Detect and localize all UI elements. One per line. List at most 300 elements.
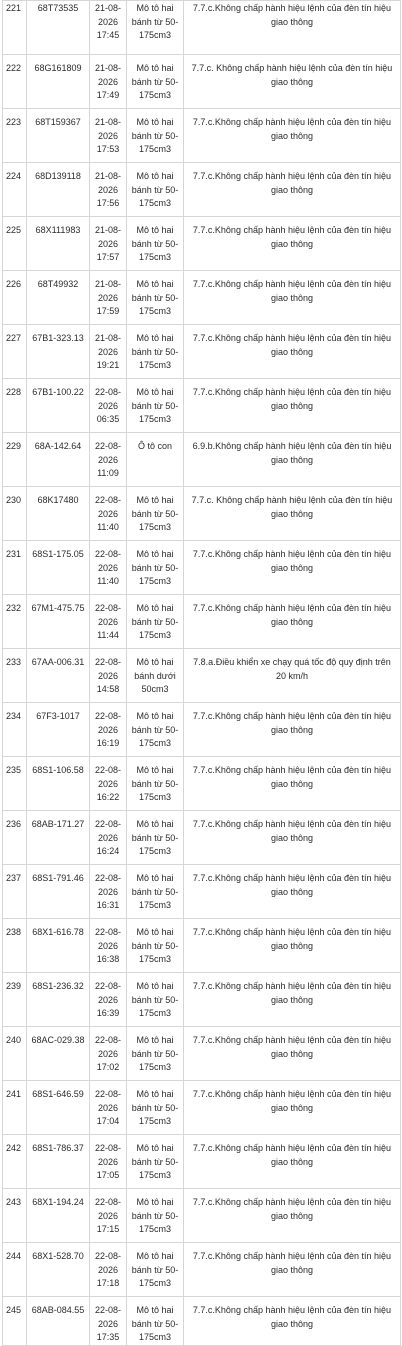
violation-date: 22-08-2026 (94, 1143, 121, 1167)
row-number: 245 (6, 1305, 22, 1315)
violation-datetime-cell (90, 541, 127, 595)
table-row (3, 379, 401, 433)
violation-date: 22-08-2026 (94, 819, 121, 843)
violation-description: 7.7.c.Không chấp hành hiệu lệnh của đèn tín hiệu giao thông (192, 171, 392, 195)
table-row (3, 325, 401, 379)
row-number: 244 (6, 1251, 22, 1261)
table-row (3, 757, 401, 811)
violation-time: 19:21 (96, 360, 120, 370)
table-row (3, 541, 401, 595)
license-plate: 68AC-029.38 (31, 1035, 85, 1045)
violation-time: 17:35 (96, 1332, 120, 1342)
violation-datetime-cell (90, 703, 127, 757)
violation-description: 7.7.c.Không chấp hành hiệu lệnh của đèn tín hiệu giao thông (192, 1143, 392, 1167)
violations-table (2, 0, 401, 1346)
table-row (3, 1, 401, 55)
vehicle-type: Mô tô hai bánh từ 50-175cm3 (131, 819, 179, 856)
violation-description: 7.7.c.Không chấp hành hiệu lệnh của đèn tín hiệu giao thông (192, 927, 392, 951)
violation-date: 22-08-2026 (94, 765, 121, 789)
violation-time: 11:09 (97, 468, 119, 478)
license-plate-cell (27, 1135, 90, 1189)
violation-datetime-cell (90, 811, 127, 865)
license-plate: 68S1-236.32 (32, 981, 84, 991)
table-row (3, 595, 401, 649)
license-plate-cell (27, 703, 90, 757)
violation-date: 22-08-2026 (94, 549, 121, 573)
row-number-cell (3, 1027, 27, 1081)
violation-date: 21-08-2026 (94, 117, 121, 141)
violation-description-cell (184, 163, 401, 217)
license-plate-cell (27, 379, 90, 433)
license-plate: 68X1-528.70 (32, 1251, 84, 1261)
violation-description-cell (184, 919, 401, 973)
vehicle-type: Ô tô con (137, 441, 173, 451)
vehicle-type: Mô tô hai bánh từ 50-175cm3 (131, 1035, 179, 1072)
row-number-cell (3, 595, 27, 649)
violation-date: 22-08-2026 (94, 603, 121, 627)
vehicle-type-cell (127, 325, 184, 379)
license-plate: 68S1-791.46 (32, 873, 84, 883)
violation-time: 06:35 (96, 414, 120, 424)
vehicle-type-cell (127, 757, 184, 811)
vehicle-type-cell (127, 919, 184, 973)
vehicle-type: Mô tô hai bánh từ 50-175cm3 (131, 3, 179, 40)
row-number: 235 (6, 765, 22, 775)
vehicle-type-cell (127, 811, 184, 865)
vehicle-type: Mô tô hai bánh từ 50-175cm3 (131, 279, 179, 316)
license-plate: 68A-142.64 (34, 441, 82, 451)
violation-date: 22-08-2026 (94, 387, 121, 411)
violation-description-cell (184, 1189, 401, 1243)
violation-datetime-cell (90, 217, 127, 271)
violation-description-cell (184, 55, 401, 109)
vehicle-type: Mô tô hai bánh từ 50-175cm3 (131, 495, 179, 532)
vehicle-type-cell (127, 1, 184, 55)
violation-datetime-cell (90, 487, 127, 541)
license-plate: 68S1-175.05 (32, 549, 84, 559)
vehicle-type: Mô tô hai bánh từ 50-175cm3 (131, 927, 179, 964)
license-plate: 67M1-475.75 (31, 603, 85, 613)
vehicle-type-cell (127, 865, 184, 919)
violation-time: 17:02 (96, 1062, 120, 1072)
table-row (3, 487, 401, 541)
row-number: 242 (6, 1143, 22, 1153)
violation-description: 7.7.c.Không chấp hành hiệu lệnh của đèn tín hiệu giao thông (192, 873, 392, 897)
row-number-cell (3, 1081, 27, 1135)
violation-time: 17:05 (96, 1170, 120, 1180)
license-plate-cell (27, 1297, 90, 1346)
vehicle-type: Mô tô hai bánh từ 50-175cm3 (131, 711, 179, 748)
violation-time: 17:49 (96, 90, 120, 100)
violation-description-cell (184, 433, 401, 487)
license-plate-cell (27, 973, 90, 1027)
violation-date: 21-08-2026 (94, 279, 121, 303)
license-plate: 68X111983 (35, 225, 81, 235)
violation-description-cell (184, 973, 401, 1027)
table-row (3, 163, 401, 217)
violation-datetime-cell (90, 1081, 127, 1135)
violations-table-body (3, 1, 401, 1346)
vehicle-type-cell (127, 595, 184, 649)
license-plate: 68AB-084.55 (31, 1305, 85, 1315)
violation-description-cell (184, 1297, 401, 1346)
violation-description-cell (184, 109, 401, 163)
violation-time: 17:04 (96, 1116, 120, 1126)
violation-description: 7.7.c.Không chấp hành hiệu lệnh của đèn tín hiệu giao thông (192, 1305, 392, 1329)
violation-time: 16:24 (96, 846, 120, 856)
row-number-cell (3, 325, 27, 379)
license-plate-cell (27, 271, 90, 325)
violation-description-cell (184, 217, 401, 271)
row-number: 239 (6, 981, 22, 991)
violation-datetime-cell (90, 919, 127, 973)
violation-time: 11:40 (97, 576, 119, 586)
row-number: 232 (6, 603, 22, 613)
violation-description-cell (184, 379, 401, 433)
violation-date: 22-08-2026 (94, 927, 121, 951)
license-plate-cell (27, 919, 90, 973)
violation-date: 22-08-2026 (94, 1251, 121, 1275)
table-row (3, 919, 401, 973)
violation-date: 22-08-2026 (94, 1089, 121, 1113)
vehicle-type: Mô tô hai bánh từ 50-175cm3 (131, 117, 179, 154)
vehicle-type-cell (127, 55, 184, 109)
table-row (3, 1135, 401, 1189)
vehicle-type-cell (127, 217, 184, 271)
violation-description-cell (184, 1135, 401, 1189)
license-plate-cell (27, 433, 90, 487)
vehicle-type-cell (127, 163, 184, 217)
violation-datetime-cell (90, 109, 127, 163)
license-plate-cell (27, 1243, 90, 1297)
row-number: 233 (6, 657, 22, 667)
violation-datetime-cell (90, 325, 127, 379)
row-number-cell (3, 433, 27, 487)
violation-description: 7.7.c.Không chấp hành hiệu lệnh của đèn tín hiệu giao thông (192, 333, 392, 357)
row-number-cell (3, 55, 27, 109)
violation-description: 7.7.c.Không chấp hành hiệu lệnh của đèn tín hiệu giao thông (192, 117, 392, 141)
violation-description: 7.7.c.Không chấp hành hiệu lệnh của đèn tín hiệu giao thông (192, 279, 392, 303)
license-plate-cell (27, 1, 90, 55)
vehicle-type: Mô tô hai bánh từ 50-175cm3 (131, 765, 179, 802)
table-row (3, 109, 401, 163)
row-number-cell (3, 487, 27, 541)
violation-datetime-cell (90, 1027, 127, 1081)
violation-description: 7.7.c. Không chấp hành hiệu lệnh của đèn tín hiệu giao thông (191, 63, 393, 87)
vehicle-type: Mô tô hai bánh từ 50-175cm3 (131, 1089, 179, 1126)
violation-date: 21-08-2026 (94, 3, 121, 27)
vehicle-type-cell (127, 1243, 184, 1297)
violation-description-cell (184, 703, 401, 757)
violation-datetime-cell (90, 973, 127, 1027)
row-number-cell (3, 1189, 27, 1243)
violation-date: 22-08-2026 (94, 441, 121, 465)
vehicle-type: Mô tô hai bánh từ 50-175cm3 (131, 1251, 179, 1288)
vehicle-type-cell (127, 703, 184, 757)
violation-time: 17:53 (96, 144, 120, 154)
violation-description: 7.7.c.Không chấp hành hiệu lệnh của đèn tín hiệu giao thông (192, 711, 392, 735)
row-number: 227 (6, 333, 22, 343)
violation-datetime-cell (90, 1, 127, 55)
license-plate-cell (27, 217, 90, 271)
violation-datetime-cell (90, 1297, 127, 1346)
license-plate-cell (27, 1027, 90, 1081)
violation-description: 7.7.c.Không chấp hành hiệu lệnh của đèn tín hiệu giao thông (192, 765, 392, 789)
license-plate-cell (27, 811, 90, 865)
license-plate: 67B1-323.13 (32, 333, 84, 343)
row-number: 243 (6, 1197, 22, 1207)
license-plate-cell (27, 1081, 90, 1135)
row-number-cell (3, 649, 27, 703)
violation-date: 22-08-2026 (94, 873, 121, 897)
row-number: 223 (6, 117, 22, 127)
violation-datetime-cell (90, 1135, 127, 1189)
license-plate-cell (27, 163, 90, 217)
violation-date: 21-08-2026 (94, 171, 121, 195)
violation-description-cell (184, 487, 401, 541)
violation-time: 11:44 (97, 630, 119, 640)
violation-description: 7.7.c. Không chấp hành hiệu lệnh của đèn tín hiệu giao thông (191, 495, 393, 519)
row-number: 228 (6, 387, 22, 397)
vehicle-type-cell (127, 1297, 184, 1346)
table-row (3, 433, 401, 487)
license-plate-cell (27, 595, 90, 649)
table-row (3, 1297, 401, 1346)
vehicle-type-cell (127, 433, 184, 487)
violation-description-cell (184, 865, 401, 919)
row-number-cell (3, 757, 27, 811)
vehicle-type-cell (127, 1027, 184, 1081)
row-number: 240 (6, 1035, 22, 1045)
violation-description-cell (184, 325, 401, 379)
violation-datetime-cell (90, 757, 127, 811)
vehicle-type: Mô tô hai bánh từ 50-175cm3 (131, 981, 179, 1018)
violation-datetime-cell (90, 271, 127, 325)
vehicle-type-cell (127, 973, 184, 1027)
row-number-cell (3, 109, 27, 163)
violation-datetime-cell (90, 1189, 127, 1243)
vehicle-type: Mô tô hai bánh từ 50-175cm3 (131, 873, 179, 910)
table-row (3, 271, 401, 325)
row-number: 225 (6, 225, 22, 235)
vehicle-type: Mô tô hai bánh từ 50-175cm3 (131, 1143, 179, 1180)
violation-description: 7.7.c.Không chấp hành hiệu lệnh của đèn tín hiệu giao thông (192, 549, 392, 573)
violation-datetime-cell (90, 55, 127, 109)
license-plate: 67AA-006.31 (31, 657, 85, 667)
violation-description-cell (184, 649, 401, 703)
license-plate: 67B1-100.22 (32, 387, 84, 397)
license-plate-cell (27, 325, 90, 379)
vehicle-type-cell (127, 1135, 184, 1189)
violation-time: 16:39 (96, 1008, 120, 1018)
vehicle-type-cell (127, 1081, 184, 1135)
violation-description: 7.7.c.Không chấp hành hiệu lệnh của đèn tín hiệu giao thông (192, 981, 392, 1005)
violation-description: 7.7.c.Không chấp hành hiệu lệnh của đèn tín hiệu giao thông (192, 1251, 392, 1275)
violation-description-cell (184, 595, 401, 649)
violation-date: 22-08-2026 (94, 1305, 121, 1329)
table-row (3, 1081, 401, 1135)
row-number: 234 (6, 711, 22, 721)
row-number-cell (3, 217, 27, 271)
row-number-cell (3, 1, 27, 55)
row-number: 221 (6, 3, 22, 13)
violation-date: 21-08-2026 (94, 63, 121, 87)
row-number: 222 (6, 63, 22, 73)
violation-datetime-cell (90, 865, 127, 919)
violation-time: 17:15 (96, 1224, 120, 1234)
row-number-cell (3, 703, 27, 757)
license-plate: 68D139118 (35, 171, 81, 181)
row-number: 224 (6, 171, 22, 181)
violation-datetime-cell (90, 649, 127, 703)
license-plate: 68X1-616.78 (32, 927, 84, 937)
violation-description: 7.7.c.Không chấp hành hiệu lệnh của đèn tín hiệu giao thông (192, 225, 392, 249)
row-number: 241 (6, 1089, 22, 1099)
violation-time: 11:40 (97, 522, 119, 532)
violation-description: 7.7.c.Không chấp hành hiệu lệnh của đèn tín hiệu giao thông (192, 1197, 392, 1221)
license-plate: 68K17480 (37, 495, 79, 505)
violation-time: 17:56 (96, 198, 120, 208)
license-plate-cell (27, 1189, 90, 1243)
row-number-cell (3, 379, 27, 433)
row-number: 238 (6, 927, 22, 937)
violation-time: 16:22 (96, 792, 120, 802)
vehicle-type-cell (127, 271, 184, 325)
row-number-cell (3, 811, 27, 865)
violation-date: 22-08-2026 (94, 1035, 121, 1059)
license-plate: 68S1-786.37 (32, 1143, 84, 1153)
vehicle-type: Mô tô hai bánh từ 50-175cm3 (131, 1305, 179, 1342)
violation-description-cell (184, 1243, 401, 1297)
violation-description-cell (184, 1027, 401, 1081)
vehicle-type: Mô tô hai bánh từ 50-175cm3 (131, 1197, 179, 1234)
row-number-cell (3, 1297, 27, 1346)
row-number: 226 (6, 279, 22, 289)
violation-date: 22-08-2026 (94, 495, 121, 519)
violation-description: 7.7.c.Không chấp hành hiệu lệnh của đèn tín hiệu giao thông (192, 819, 392, 843)
vehicle-type: Mô tô hai bánh từ 50-175cm3 (131, 63, 179, 100)
row-number-cell (3, 1243, 27, 1297)
license-plate-cell (27, 55, 90, 109)
violation-description: 6.9.b.Không chấp hành hiệu lệnh của đèn tín hiệu giao thông (192, 441, 392, 465)
license-plate: 68S1-646.59 (32, 1089, 84, 1099)
violation-date: 22-08-2026 (94, 981, 121, 1005)
license-plate-cell (27, 757, 90, 811)
vehicle-type-cell (127, 487, 184, 541)
table-row (3, 973, 401, 1027)
license-plate: 68G161809 (34, 63, 82, 73)
violation-description-cell (184, 1081, 401, 1135)
violation-description-cell (184, 757, 401, 811)
vehicle-type: Mô tô hai bánh từ 50-175cm3 (131, 333, 179, 370)
vehicle-type-cell (127, 379, 184, 433)
row-number-cell (3, 541, 27, 595)
violation-time: 16:38 (96, 954, 120, 964)
row-number-cell (3, 865, 27, 919)
license-plate-cell (27, 865, 90, 919)
vehicle-type: Mô tô hai bánh từ 50-175cm3 (131, 387, 179, 424)
violation-datetime-cell (90, 379, 127, 433)
violation-time: 16:31 (96, 900, 120, 910)
violation-date: 21-08-2026 (94, 225, 121, 249)
row-number-cell (3, 1135, 27, 1189)
violation-description: 7.7.c.Không chấp hành hiệu lệnh của đèn tín hiệu giao thông (192, 603, 392, 627)
violation-time: 17:57 (96, 252, 120, 262)
table-row (3, 55, 401, 109)
violation-datetime-cell (90, 1243, 127, 1297)
license-plate: 67F3-1017 (36, 711, 80, 721)
table-row (3, 217, 401, 271)
table-row (3, 1189, 401, 1243)
violation-description-cell (184, 1, 401, 55)
row-number: 236 (6, 819, 22, 829)
license-plate: 68T49932 (37, 279, 79, 289)
violation-datetime-cell (90, 595, 127, 649)
table-row (3, 811, 401, 865)
violation-date: 22-08-2026 (94, 711, 121, 735)
vehicle-type: Mô tô hai bánh từ 50-175cm3 (131, 225, 179, 262)
row-number: 230 (6, 495, 22, 505)
row-number-cell (3, 919, 27, 973)
violation-description-cell (184, 271, 401, 325)
license-plate-cell (27, 541, 90, 595)
vehicle-type: Mô tô hai bánh từ 50-175cm3 (131, 603, 179, 640)
vehicle-type: Mô tô hai bánh từ 50-175cm3 (131, 549, 179, 586)
vehicle-type: Mô tô hai bánh dưới 50cm3 (134, 657, 176, 694)
violation-description-cell (184, 811, 401, 865)
violation-description: 7.7.c.Không chấp hành hiệu lệnh của đèn tín hiệu giao thông (192, 387, 392, 411)
violation-description-cell (184, 541, 401, 595)
violation-time: 17:18 (96, 1278, 120, 1288)
license-plate: 68AB-171.27 (31, 819, 85, 829)
vehicle-type-cell (127, 541, 184, 595)
table-row (3, 649, 401, 703)
vehicle-type-cell (127, 649, 184, 703)
row-number-cell (3, 271, 27, 325)
violation-date: 22-08-2026 (94, 657, 121, 681)
violation-date: 21-08-2026 (94, 333, 121, 357)
violation-datetime-cell (90, 433, 127, 487)
violation-description: 7.7.c.Không chấp hành hiệu lệnh của đèn tín hiệu giao thông (192, 3, 392, 27)
vehicle-type: Mô tô hai bánh từ 50-175cm3 (131, 171, 179, 208)
row-number: 237 (6, 873, 22, 883)
table-row (3, 703, 401, 757)
violation-description: 7.8.a.Điều khiển xe chạy quá tốc độ quy định trên 20 km/h (193, 657, 391, 681)
license-plate: 68T159367 (35, 117, 81, 127)
violation-time: 16:19 (96, 738, 120, 748)
vehicle-type-cell (127, 109, 184, 163)
row-number-cell (3, 973, 27, 1027)
violation-description: 7.7.c.Không chấp hành hiệu lệnh của đèn tín hiệu giao thông (192, 1035, 392, 1059)
violation-date: 22-08-2026 (94, 1197, 121, 1221)
row-number: 229 (6, 441, 22, 451)
license-plate: 68T73535 (37, 3, 79, 13)
row-number-cell (3, 163, 27, 217)
table-row (3, 1027, 401, 1081)
license-plate-cell (27, 487, 90, 541)
vehicle-type-cell (127, 1189, 184, 1243)
license-plate: 68X1-194.24 (32, 1197, 84, 1207)
violation-time: 17:45 (96, 30, 120, 40)
table-row (3, 865, 401, 919)
violation-time: 14:58 (96, 684, 120, 694)
license-plate-cell (27, 109, 90, 163)
row-number: 231 (6, 549, 22, 559)
violation-description: 7.7.c.Không chấp hành hiệu lệnh của đèn tín hiệu giao thông (192, 1089, 392, 1113)
violation-datetime-cell (90, 163, 127, 217)
license-plate: 68S1-106.58 (32, 765, 84, 775)
license-plate-cell (27, 649, 90, 703)
